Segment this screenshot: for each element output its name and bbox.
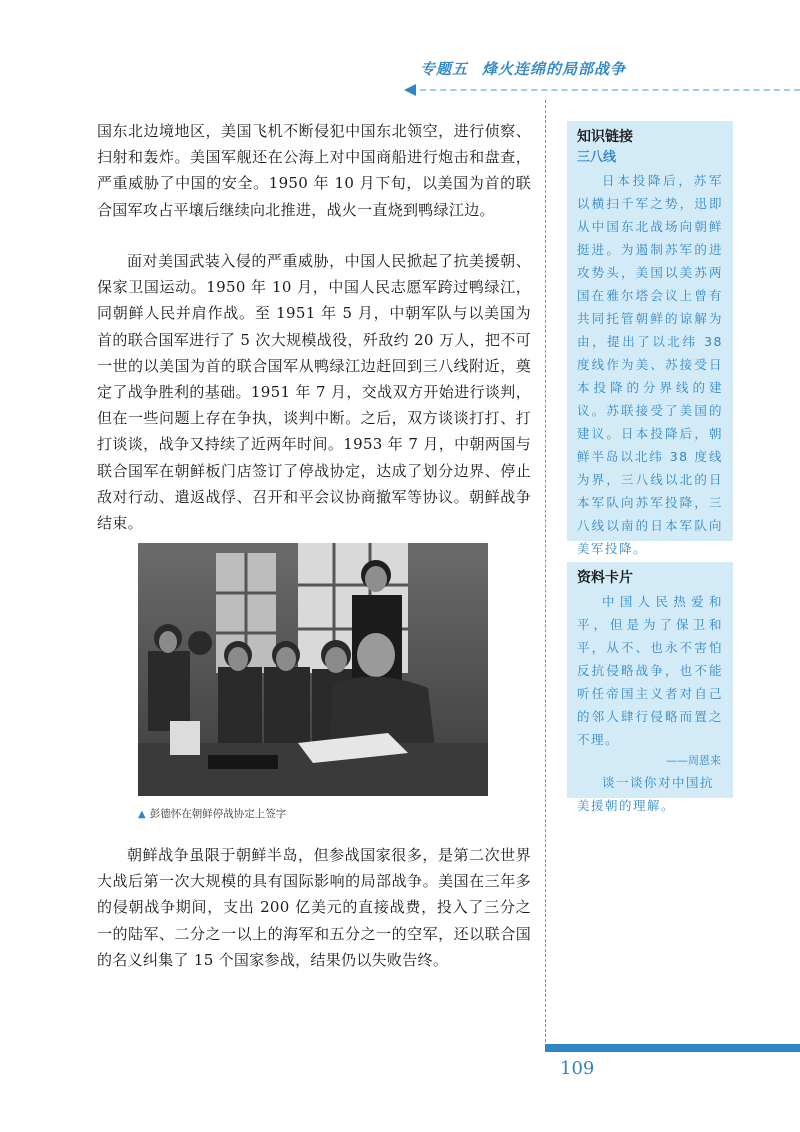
body-paragraph-1: 国东北边境地区，美国飞机不断侵犯中国东北领空，进行侦察、扫射和轰炸。美国军舰还在公海上对中国商船进行炮击和盘查，严重威胁了中国的安全。1950 年 10 月下旬，以美国为首的联合国军攻占平壤后继续向北推进，战火一直烧到鸭绿江边。 (97, 122, 531, 219)
section-label: 专题五 (420, 60, 469, 78)
photo-illustration (138, 543, 488, 796)
knowledge-link-title: 知识链接 (577, 129, 633, 145)
body-paragraph-3: 朝鲜战争虽限于朝鲜半岛，但参战国家很多，是第二次世界大战后第一次大规模的具有国际影响的局部战争。美国在三年多的侵朝战争期间，支出 200 亿美元的直接战费，投入了三分之一的陆军、二分之一以上的海军和五分之一的空军，还以联合国的名义纠集了 15 个国家参战，结果仍以失败告终。 (97, 846, 531, 969)
knowledge-link-text: 日本投降后，苏军以横扫千军之势，迅即从中国东北战场向朝鲜挺进。为遏制苏军的进攻势头，美国以美苏两国在雅尔塔会议上曾有共同托管朝鲜的谅解为由，提出了以北纬 38 度线作为美、苏接受日本投降的分界线的建议。苏联接受了美国的建议。日本投降后，朝鲜半岛以北纬 38 度线为界，三八线以北的日本军队向苏军投降，三八线以南的日本军队向美军投降。 (577, 173, 723, 556)
knowledge-link-box (567, 121, 733, 556)
page-number: 109 (560, 1058, 595, 1079)
column-divider (545, 100, 546, 1042)
data-card-prompt: 谈一谈你对中国抗美援朝的理解。 (577, 775, 715, 813)
footer-bar (545, 1044, 800, 1052)
triangle-up-icon: ▲ (138, 809, 146, 820)
data-card-title: 资料卡片 (577, 570, 633, 586)
data-card-quote: 中国人民热爱和平，但是为了保卫和平，从不、也永不害怕反抗侵略战争，也不能听任帝国主义者对自己的邻人肆行侵略而置之不理。 (577, 594, 723, 747)
photo-caption (138, 806, 286, 821)
body-paragraph-2: 面对美国武装入侵的严重威胁，中国人民掀起了抗美援朝、保家卫国运动。1950 年 10 月，中国人民志愿军跨过鸭绿江，同朝鲜人民并肩作战。至 1951 年 5 月，中朝军队与以美国为首的联合国军进行了 5 次大规模战役，歼敌约 20 万人，把不可一世的以美国为首的联合国军从鸭绿江边赶回到三八线附近，奠定了战争胜利的基础。1951 年 7 月，交战双方开始进行谈判，但在一些问题上存在争执，谈判中断。之后，双方谈谈打打、打打谈谈，战争又持续了近两年时间。1953 年 7 月，中朝两国与联合国军在朝鲜板门店签订了停战协定，达成了划分边界、停止敌对行动、遣返战俘、召开和平会议协商撤军等协议。朝鲜战争结束。 (97, 252, 531, 533)
section-title: 烽火连绵的局部战争 (482, 60, 627, 78)
data-card-box (567, 562, 733, 813)
section-header (420, 58, 750, 79)
arrow-left-icon (404, 84, 416, 96)
knowledge-link-subtitle: 三八线 (577, 150, 617, 165)
data-card-attribution: ——周恩来 (666, 754, 721, 767)
historical-photo (138, 543, 488, 796)
header-divider (410, 89, 800, 91)
photo-caption-text: 彭德怀在朝鲜停战协定上签字 (149, 808, 287, 820)
